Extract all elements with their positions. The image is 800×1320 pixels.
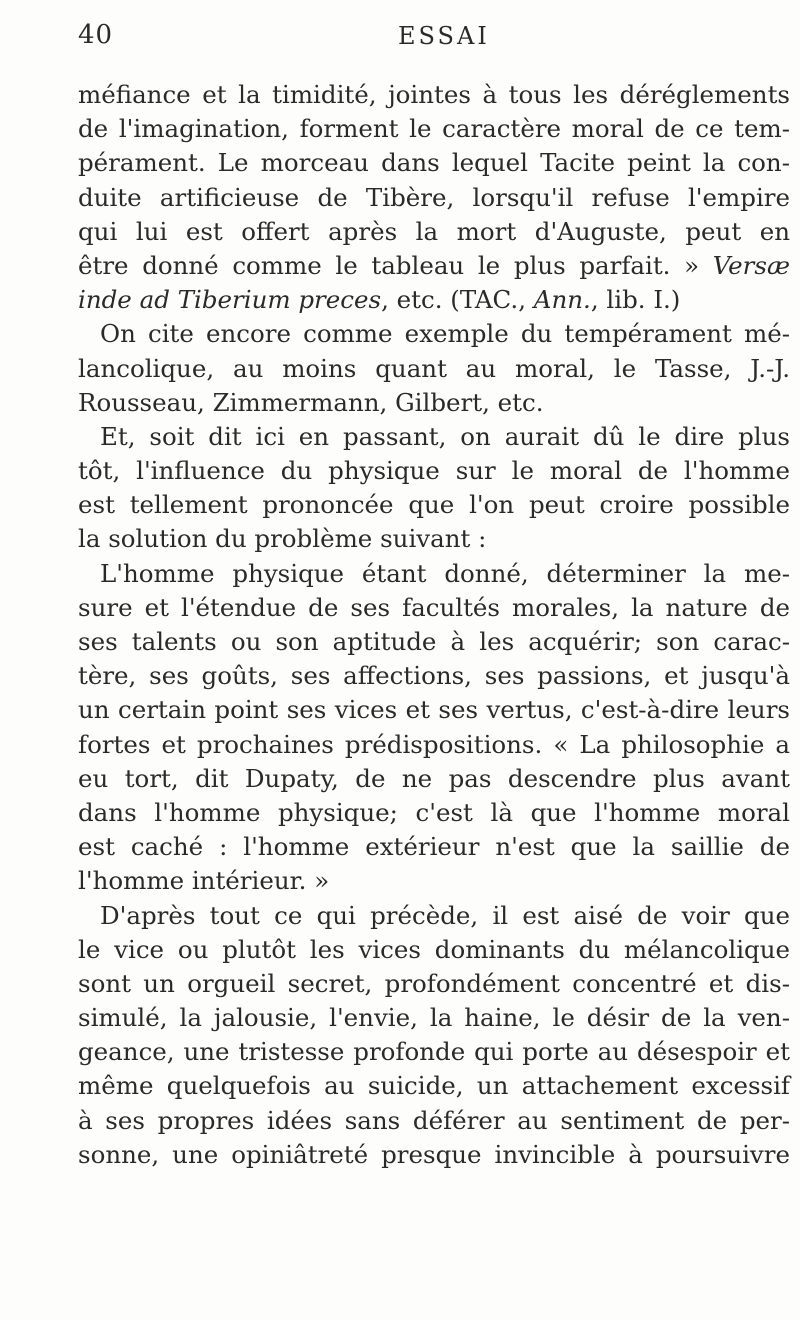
text-run: L'homme physique étant donné, déterminer la me- (100, 558, 790, 588)
text-line (78, 967, 790, 1001)
text-line (78, 1069, 790, 1103)
text-run: méfiance et la timidité, jointes à tous les déréglements (78, 80, 790, 109)
text-line (78, 625, 790, 659)
text-run: tère, ses goûts, ses affections, ses passions, et jusqu'à (78, 661, 790, 691)
text-run: Rousseau, Zimmermann, Gilbert, etc. (78, 387, 544, 417)
running-title: ESSAI (398, 22, 490, 50)
text-run: la solution du problème suivant : (78, 524, 487, 554)
text-run: eu tort, dit Dupaty, de ne pas descendre plus avant (78, 763, 790, 793)
text-run: est tellement prononcée que l'on peut croire possible (78, 490, 790, 520)
text-run: qui lui est offert après la mort d'Auguste, peut en (78, 216, 790, 246)
text-run: duite artificieuse de Tibère, lorsqu'il refuse l'empire (78, 182, 790, 212)
text-line (78, 249, 790, 283)
text-line (78, 659, 790, 693)
text-run: est caché : l'homme extérieur n'est que la saillie de (78, 832, 790, 862)
text-line (78, 762, 790, 796)
text-run: sonne, une opiniâtreté presque invincible à poursuivre (78, 1139, 790, 1169)
text-line (78, 78, 790, 112)
text-run: sure et l'étendue de ses facultés morales, la nature de (78, 592, 790, 622)
text-run: à ses propres idées sans déférer au sentiment de per- (78, 1105, 790, 1135)
text-run: geance, une tristesse profonde qui porte au désespoir et (78, 1037, 790, 1067)
text-line (78, 557, 790, 591)
text-line (78, 488, 790, 522)
text-run: On cite encore comme exemple du tempérament mé- (100, 319, 790, 349)
body-text (78, 78, 790, 1172)
text-run: , lib. I.) (590, 285, 681, 315)
text-line (78, 146, 790, 180)
text-line (78, 420, 790, 454)
text-run: simulé, la jalousie, l'envie, la haine, le désir de la ven- (78, 1003, 790, 1033)
text-run: l'homme intérieur. » (78, 866, 330, 896)
text-run: dans l'homme physique; c'est là que l'homme moral (78, 797, 790, 827)
text-line (78, 386, 790, 420)
text-line (78, 1138, 790, 1172)
text-run: même quelquefois au suicide, un attachement excessif (78, 1071, 790, 1101)
text-line (78, 830, 790, 864)
text-run: sont un orgueil secret, profondément concentré et dis- (78, 968, 790, 998)
text-run: un certain point ses vices et ses vertus, c'est-à-dire leurs (78, 695, 790, 725)
text-run: fortes et prochaines prédispositions. « La philosophie a (78, 729, 790, 759)
text-line (78, 317, 790, 351)
italic-text: Versæ (712, 250, 790, 280)
text-line (78, 215, 790, 249)
text-line (78, 933, 790, 967)
text-run: ses talents ou son aptitude à les acquérir; son carac- (78, 627, 790, 656)
text-line (78, 352, 790, 386)
text-line (78, 864, 790, 898)
text-line (78, 112, 790, 146)
text-line (78, 522, 790, 556)
text-run: , etc. (TAC., (381, 285, 534, 315)
text-line (78, 1104, 790, 1138)
italic-text: Ann. (533, 285, 591, 315)
text-line (78, 181, 790, 215)
text-run: pérament. Le morceau dans lequel Tacite peint la con- (78, 148, 790, 178)
text-run: tôt, l'influence du physique sur le moral de l'homme (78, 456, 790, 486)
italic-text: inde ad Tiberium preces (78, 285, 382, 315)
text-run: être donné comme le tableau le plus parfait. » (78, 250, 713, 280)
text-run: le vice ou plutôt les vices dominants du mélancolique (78, 934, 790, 964)
text-line (78, 693, 790, 727)
text-run: D'après tout ce qui précède, il est aisé de voir que (100, 900, 790, 930)
text-run: Et, soit dit ici en passant, on aurait dû le dire plus (100, 421, 790, 451)
text-line (78, 1035, 790, 1069)
text-line (78, 728, 790, 762)
text-line (78, 591, 790, 625)
text-run: de l'imagination, forment le caractère moral de ce tem- (78, 114, 790, 144)
text-line (78, 899, 790, 933)
text-run: lancolique, au moins quant au moral, le Tasse, J.-J. (78, 353, 790, 383)
text-line (78, 454, 790, 488)
page-header (78, 20, 788, 60)
text-line (78, 1001, 790, 1035)
text-line (78, 796, 790, 830)
text-line (78, 283, 790, 317)
page-number: 40 (78, 20, 114, 50)
